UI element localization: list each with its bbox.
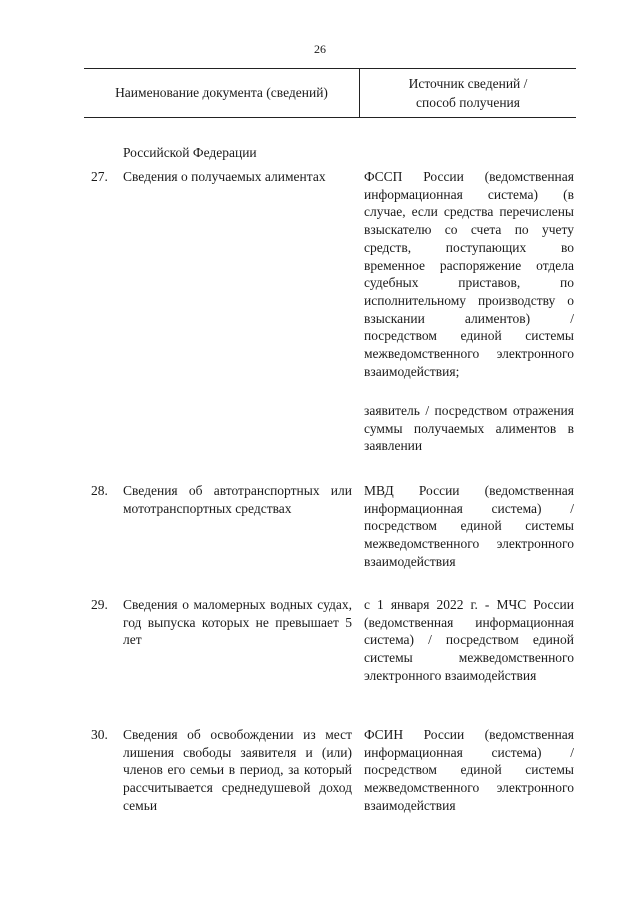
table-header <box>84 68 576 118</box>
row-number: 27. <box>91 169 108 184</box>
row-document-name: Сведения об автотранспортных или мототранспортных средствах <box>123 483 352 516</box>
row-source: ФСИН России (ведомственная информационная система) / посредством единой системы межведомственного электронного взаимодействия <box>364 727 574 813</box>
header-source-line2: способ получения <box>415 95 520 110</box>
row-document-name: Сведения о получаемых алиментах <box>123 169 326 184</box>
row-number: 30. <box>91 727 108 742</box>
row-source: ФССП России (ведомственная информационная система) (в случае, если средства перечислены взыскателю со счета по учету средств, поступающих во временное распоряжение отдела судебных приставов, по исполнительному производству о взыскании алиментов) / посредством единой системы межведомственного электронного взаимодействия; <box>364 169 574 379</box>
row-source: МВД России (ведомственная информационная система) / посредством единой системы межведомственного электронного взаимодействия <box>364 483 574 569</box>
page-number: 26 <box>314 42 326 56</box>
continuation-text: Российской Федерации <box>123 145 257 160</box>
header-source <box>360 69 576 117</box>
header-document-name: Наименование документа (сведений) <box>115 85 328 100</box>
row-source: с 1 января 2022 г. - МЧС России (ведомственная информационная система) / посредством единой системы межведомственного электронного взаимодействия <box>364 597 574 683</box>
row-number: 29. <box>91 597 108 612</box>
row-document-name: Сведения об освобождении из мест лишения свободы заявителя и (или) членов его семьи в период, за который рассчитывается среднедушевой доход семьи <box>123 727 352 813</box>
header-source-line1: Источник сведений / <box>408 76 528 91</box>
row-source: заявитель / посредством отражения суммы получаемых алиментов в заявлении <box>364 403 574 454</box>
row-number: 28. <box>91 483 108 498</box>
row-document-name: Сведения о маломерных водных судах, год выпуска которых не превышает 5 лет <box>123 597 352 648</box>
